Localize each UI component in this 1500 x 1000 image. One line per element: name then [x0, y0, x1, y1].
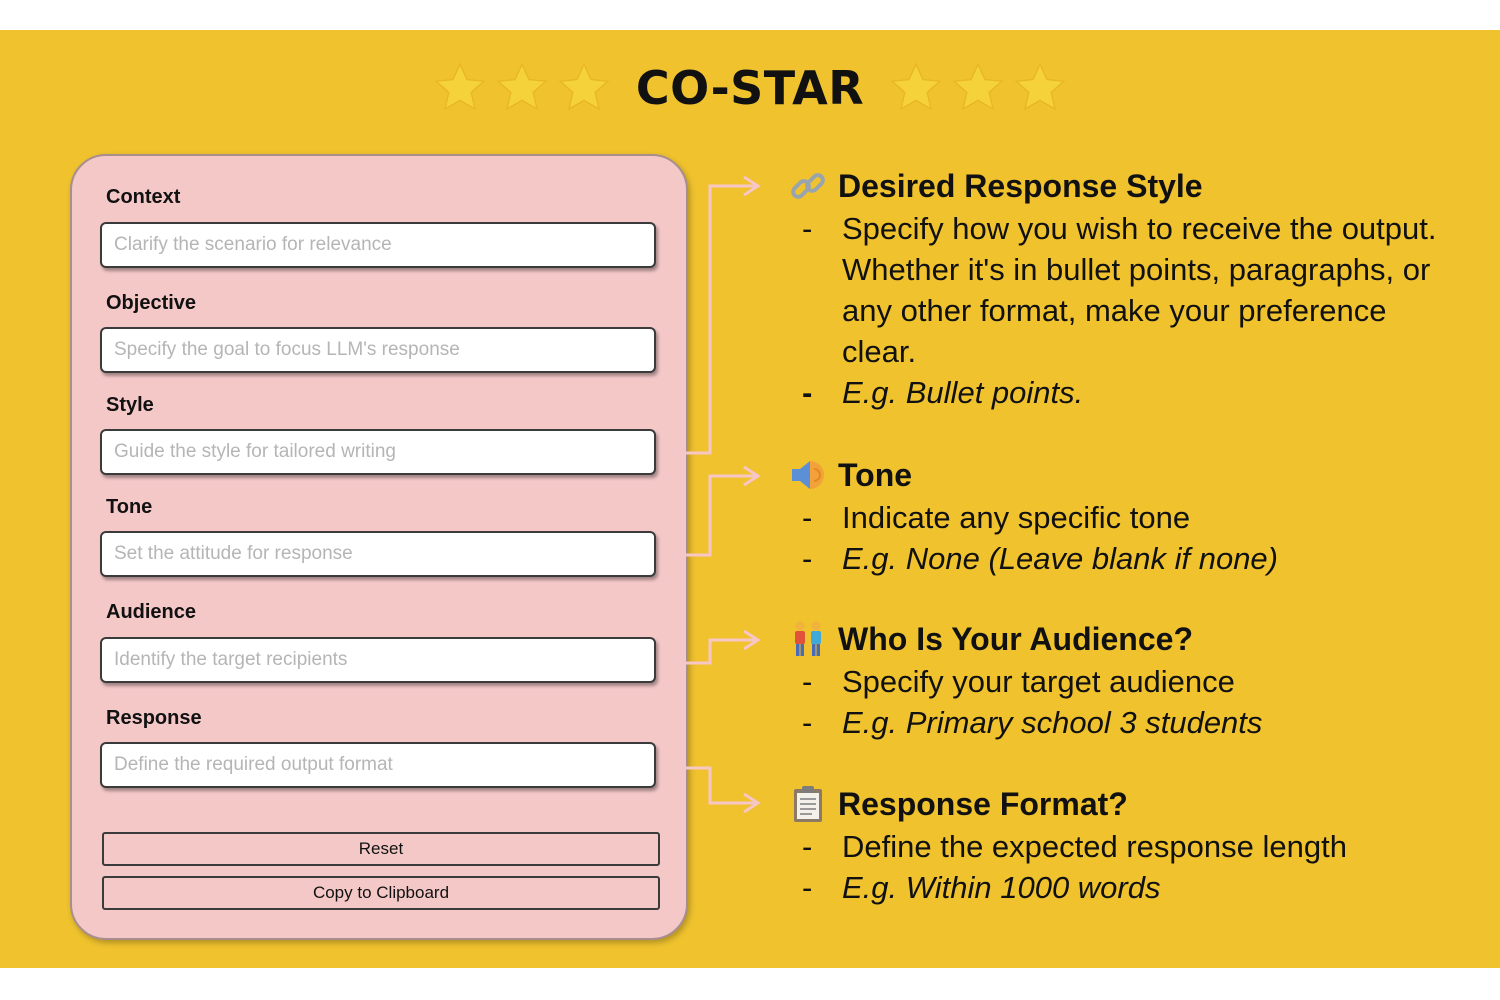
connector-style	[686, 186, 756, 453]
section-title: Response Format?	[838, 785, 1128, 822]
right-stars	[888, 60, 1068, 116]
star-icon	[494, 60, 550, 116]
section-title: Who Is Your Audience?	[838, 620, 1193, 657]
tone-label: Tone	[106, 496, 153, 518]
clipboard-icon	[786, 782, 830, 826]
left-stars	[432, 60, 612, 116]
style-label: Style	[106, 394, 154, 416]
bullet-dash: -	[802, 211, 813, 246]
objective-input[interactable]	[100, 327, 656, 373]
bullet-text: Indicate any specific tone	[842, 500, 1191, 535]
style-input[interactable]	[100, 429, 656, 475]
bullet-dash: -	[802, 500, 813, 535]
list-item	[786, 497, 1466, 538]
section-title: Desired Response Style	[838, 167, 1203, 204]
star-icon	[888, 60, 944, 116]
bullet-dash: -	[802, 375, 813, 410]
bullet-dash: -	[802, 705, 813, 740]
response-label: Response	[106, 707, 202, 729]
section-audience	[786, 617, 1466, 743]
bullet-example: E.g. None (Leave blank if none)	[842, 541, 1278, 576]
list-item	[786, 867, 1466, 908]
bullet-dash: -	[802, 870, 813, 905]
section-response-format	[786, 782, 1466, 908]
page-title: CO-STAR	[635, 61, 865, 115]
copy-to-clipboard-button[interactable]: Copy to Clipboard	[102, 876, 660, 910]
star-icon	[432, 60, 488, 116]
bullet-text: Specify your target audience	[842, 664, 1235, 699]
star-icon	[1012, 60, 1068, 116]
tone-input[interactable]	[100, 531, 656, 577]
slide-background	[0, 30, 1500, 968]
bullet-example: E.g. Within 1000 words	[842, 870, 1161, 905]
link-icon	[786, 164, 830, 208]
reset-button[interactable]: Reset	[102, 832, 660, 866]
objective-label: Objective	[106, 292, 197, 314]
list-item	[786, 538, 1466, 579]
bullet-example: E.g. Bullet points.	[842, 375, 1084, 410]
list-item	[786, 826, 1466, 867]
list-item	[786, 372, 1466, 413]
context-input[interactable]	[100, 222, 656, 268]
context-label: Context	[106, 186, 181, 208]
bullet-text: Specify how you wish to receive the output. Whether it's in bullet points, paragraphs, or any other format, make your preference clear.	[842, 211, 1437, 369]
list-item	[786, 702, 1466, 743]
connector-tone	[686, 476, 756, 555]
section-tone	[786, 453, 1466, 579]
section-title: Tone	[838, 456, 913, 493]
audience-input[interactable]	[100, 637, 656, 683]
bullet-dash: -	[802, 541, 813, 576]
list-item	[786, 208, 1466, 372]
connector-response	[686, 768, 756, 803]
prompt-form-panel	[70, 154, 688, 940]
star-icon	[950, 60, 1006, 116]
bullet-dash: -	[802, 664, 813, 699]
people-icon	[786, 617, 830, 661]
bullet-example: E.g. Primary school 3 students	[842, 705, 1263, 740]
section-desired-response-style	[786, 164, 1466, 413]
title-row	[0, 58, 1500, 118]
bullet-dash: -	[802, 829, 813, 864]
star-icon	[556, 60, 612, 116]
response-input[interactable]	[100, 742, 656, 788]
speaker-icon	[786, 453, 830, 497]
list-item	[786, 661, 1466, 702]
bullet-text: Define the expected response length	[842, 829, 1347, 864]
connector-audience	[686, 640, 756, 663]
audience-label: Audience	[106, 601, 197, 623]
